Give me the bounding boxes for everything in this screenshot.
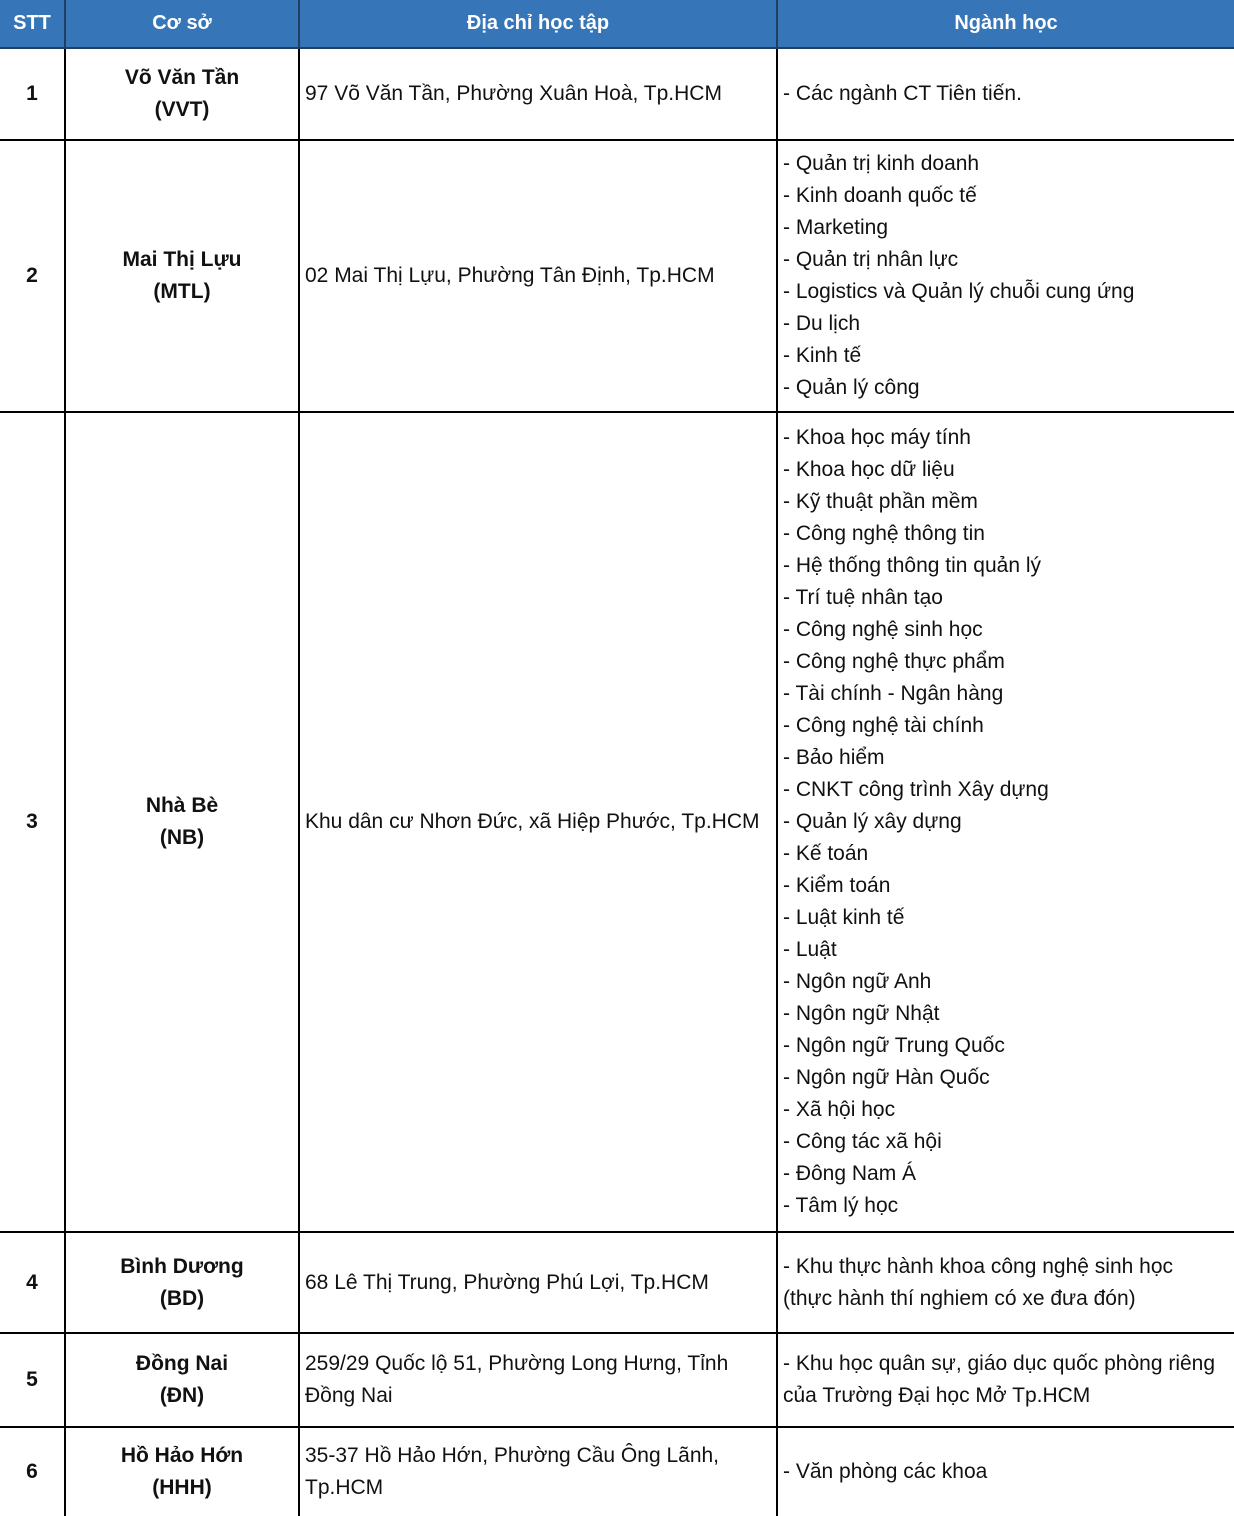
address-cell: Khu dân cư Nhơn Đức, xã Hiệp Phước, Tp.HCM [299,412,777,1232]
major-item: - Khu học quân sự, giáo dục quốc phòng riêng [783,1352,1216,1375]
address-cell: 35-37 Hồ Hảo Hớn, Phường Cầu Ông Lãnh, Tp.HCM [299,1427,777,1516]
campus-name: Mai Thị Lựu [122,248,242,271]
address-cell: 02 Mai Thị Lựu, Phường Tân Định, Tp.HCM [299,140,777,412]
campus-name-cell [65,1232,299,1333]
row-stt: 6 [0,1427,65,1516]
header-majors: Ngành học [777,0,1234,48]
campus-code: (VVT) [154,98,210,121]
campus-code: (NB) [159,826,205,849]
major-item: - Quản lý xây dựng [783,810,962,833]
major-item: - Quản lý công [783,376,920,399]
major-item: - Khoa học dữ liệu [783,458,955,481]
major-item: - Tài chính - Ngân hàng [783,682,1004,705]
major-item: - Ngôn ngữ Trung Quốc [783,1034,1005,1057]
campus-name-cell [65,1333,299,1427]
campus-name: Bình Dương [120,1254,244,1278]
header-address: Địa chỉ học tập [299,0,777,48]
major-item: - Khu thực hành khoa công nghệ sinh học [783,1254,1173,1278]
majors-cell [777,140,1234,412]
table-row [0,1427,1234,1516]
campus-name-cell [65,1427,299,1516]
major-item: - Tâm lý học [783,1194,899,1217]
majors-cell [777,1333,1234,1427]
major-item: - Kế toán [783,842,869,865]
campus-code: (ĐN) [159,1384,205,1407]
major-item: - Ngôn ngữ Nhật [783,1002,940,1025]
major-item: - Bảo hiểm [783,746,885,769]
campus-code: (MTL) [153,280,211,303]
major-item: - Xã hội học [783,1098,896,1121]
major-item: - Các ngành CT Tiên tiến. [783,82,1022,105]
campus-code: (HHH) [152,1476,212,1499]
table-row [0,412,1234,1232]
address-cell: 259/29 Quốc lộ 51, Phường Long Hưng, Tỉnh Đồng Nai [299,1333,777,1427]
table-row [0,140,1234,412]
row-stt: 4 [0,1232,65,1333]
major-item: - Quản trị nhân lực [783,248,959,271]
major-item: của Trường Đại học Mở Tp.HCM [783,1384,1091,1407]
major-item: - Quản trị kinh doanh [783,152,980,175]
address-cell: 68 Lê Thị Trung, Phường Phú Lợi, Tp.HCM [299,1232,777,1333]
major-item: - Khoa học máy tính [783,426,971,449]
major-item: - Luật [783,938,837,961]
majors-cell [777,1232,1234,1333]
majors-cell [777,48,1234,140]
major-item: - Ngôn ngữ Hàn Quốc [783,1066,990,1089]
major-item: - Công nghệ thông tin [783,522,985,545]
major-item: - Marketing [783,216,889,239]
major-item: - Văn phòng các khoa [783,1460,988,1483]
major-item: (thực hành thí nghiem có xe đưa đón) [783,1286,1136,1310]
major-item: - Kỹ thuật phần mềm [783,490,978,513]
major-item: - Kinh tế [783,344,862,367]
major-item: - Hệ thống thông tin quản lý [783,554,1042,577]
address-cell: 97 Võ Văn Tần, Phường Xuân Hoà, Tp.HCM [299,48,777,140]
major-item: - Logistics và Quản lý chuỗi cung ứng [783,280,1135,303]
major-item: - Du lịch [783,312,861,335]
major-item: - Công nghệ sinh học [783,618,983,641]
campus-name: Võ Văn Tần [124,66,240,89]
major-item: - Công nghệ tài chính [783,714,984,737]
campus-name-cell [65,140,299,412]
table-row [0,48,1234,140]
row-stt: 5 [0,1333,65,1427]
row-stt: 1 [0,48,65,140]
major-item: - Luật kinh tế [783,906,905,929]
major-item: - Đông Nam Á [783,1162,917,1185]
major-item: - Ngôn ngữ Anh [783,970,932,993]
campus-name: Nhà Bè [145,794,219,817]
header-stt: STT [0,0,65,48]
table-header-row [0,0,1234,48]
major-item: - Kiểm toán [783,874,891,897]
row-stt: 3 [0,412,65,1232]
major-item: - CNKT công trình Xây dựng [783,778,1049,801]
campus-name-cell [65,48,299,140]
row-stt: 2 [0,140,65,412]
campus-code: (BD) [159,1286,205,1310]
major-item: - Công nghệ thực phẩm [783,650,1005,673]
table-row [0,1232,1234,1333]
campus-name: Đồng Nai [135,1352,229,1375]
majors-cell [777,1427,1234,1516]
campus-name: Hồ Hảo Hớn [120,1444,244,1467]
major-item: - Trí tuệ nhân tạo [783,586,943,609]
table-row [0,1333,1234,1427]
major-item: - Kinh doanh quốc tế [783,184,977,207]
campus-name-cell [65,412,299,1232]
major-item: - Công tác xã hội [783,1130,942,1153]
majors-cell [777,412,1234,1232]
header-campus: Cơ sở [65,0,299,48]
